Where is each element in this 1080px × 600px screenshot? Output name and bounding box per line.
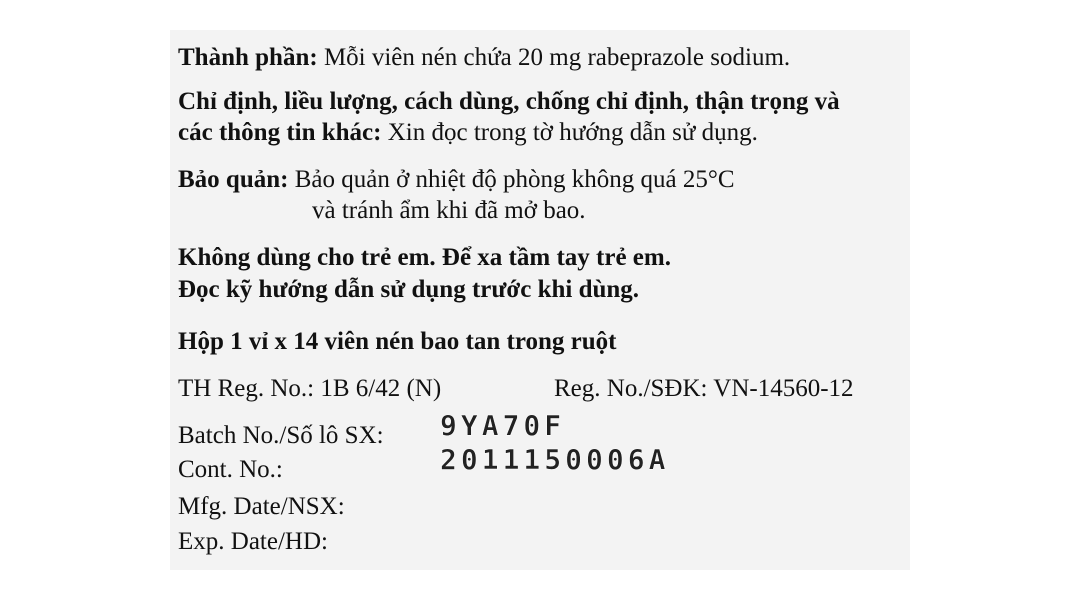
medicine-label-panel bbox=[170, 30, 910, 570]
storage-text-line2: và tránh ẩm khi đã mở bao. bbox=[312, 197, 586, 224]
storage-line1 bbox=[178, 164, 735, 195]
storage-text-line1: Bảo quản ở nhiệt độ phòng không quá 25°C bbox=[288, 166, 735, 193]
package-description: Hộp 1 vỉ x 14 viên nén bao tan trong ruột bbox=[178, 328, 617, 355]
composition-text: Mỗi viên nén chứa 20 mg rabeprazole sodium. bbox=[317, 44, 791, 71]
indications-heading-line2: các thông tin khác: bbox=[178, 119, 382, 146]
exp-date-label: Exp. Date/HD: bbox=[178, 528, 328, 555]
th-registration-number: TH Reg. No.: 1B 6/42 (N) bbox=[178, 375, 442, 402]
storage-heading: Bảo quản: bbox=[178, 166, 289, 193]
cont-value: 2011150006A bbox=[440, 443, 670, 476]
warning-line1: Không dùng cho trẻ em. Để xa tầm tay trẻ em. bbox=[178, 244, 671, 271]
vn-registration-number: Reg. No./SĐK: VN-14560-12 bbox=[554, 375, 854, 402]
batch-value: 9YA70F bbox=[440, 409, 566, 442]
cont-label: Cont. No.: bbox=[178, 456, 283, 483]
batch-label: Batch No./Số lô SX: bbox=[178, 422, 384, 449]
warning-line2: Đọc kỹ hướng dẫn sử dụng trước khi dùng. bbox=[178, 276, 640, 303]
mfg-date-label: Mfg. Date/NSX: bbox=[178, 493, 345, 520]
indications-text: Xin đọc trong tờ hướng dẫn sử dụng. bbox=[381, 119, 758, 146]
indications-heading-line1: Chỉ định, liều lượng, cách dùng, chống chỉ định, thận trọng và bbox=[178, 88, 840, 115]
composition-line bbox=[178, 42, 790, 73]
composition-heading: Thành phần: bbox=[178, 44, 318, 71]
indications-line2 bbox=[178, 117, 758, 148]
